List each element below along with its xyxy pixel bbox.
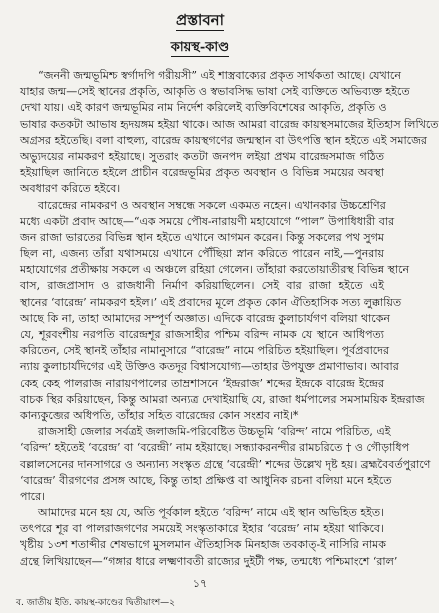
text-line: যে, শূরবংশীয় নরপতি বারেন্দ্রশূর রাজসাহীর পশ্চিম বরিন্দ নামক যে স্থানে আধিপত্য [20,328,384,341]
page-title-text: প্রস্তাবনা [176,11,224,29]
text-line: রাজসাহী জেলার সর্বত্রই জলাজমি-পরিবেষ্টিত উচ্চভূমি ‘বরিন্দ’ নামে পরিচিত, এই [38,425,391,439]
text-line: খৃষ্টীয় ১৩শ শতাব্দীর শেষভাগে মুসলমান ঐতিহাসিক মিনহাজ তবকাত্-ই নাসিরি নামক [20,538,386,552]
text-line: মধ্যে একটা প্রবাদ আছে—“এক সময়ে পৌষ-নারায়ণী মহাযোগে “পাল” উপাধিধারী বার [20,214,395,228]
text-line: যাহার জন্ম—সেই স্থানের প্রকৃতি, আকৃতি ও স্বভাবসিদ্ধ ভাষা সেই ব্যক্তিতে অভিব্যক্ত হইতে [20,85,410,99]
text-line: ভাষার কতকটা আভাষ হৃদয়ঙ্গম হইয়া থাকে। আজ আমরা বারেন্দ্র কায়স্থসমাজের ইতিহাস লিখিতে [20,117,439,131]
text-line: করিতেন, সেই স্থানই তাঁহার নামানুসারে “বারেন্দ্র” নামে পরিচিত হইয়াছিল। পূর্বপ্রবাদের [20,344,390,358]
text-line: কান্যকুব্জের অধিপতি, তাঁহার সহিত বারেন্দ্রের কোন সংশ্রব নাই।* [20,408,299,422]
text-line: অগ্রসর হইতেছি। বলা বাহুল্য, বারেন্দ্র কায়স্থগণের জন্মস্থান বা উৎপত্তি স্থান হইতে এই সমাজের [20,133,427,147]
text-line: পারে। [20,489,46,503]
paragraph-4 [20,505,398,570]
text-line: স্থানের ‘বারেন্দ্র’ নামকরণ হইল।’ এই প্রবাদের মূলে প্রকৃত কোন ঐতিহাসিক সত্য লুক্কায়িত [20,295,402,309]
text-line: ‘বরিন্দ’ হইতেই ‘বরেন্দ্র’ বা ‘বরেন্দ্রী’ নাম হইয়াছে। সন্ধ্যাকরনন্দীর রামচরিতে † ও গৌড়াধিপ [20,441,410,455]
text-line: আমাদের মনে হয় যে, অতি পূর্বকাল হইতে ‘বরিন্দ’ নামে এই স্থান অভিহিত হইত। [38,506,385,520]
section-title-text: কায়স্থ-কাণ্ড [170,40,230,55]
paragraph-1 [20,68,439,198]
section-title [0,38,400,58]
text-line: কেহ কেহ পালরাজ নারায়ণপালের তাম্রশাসনে ‘ইন্দ্ররাজ’ শব্দের ইন্দ্রকে বারেন্দ্র ইন্দ্রের [20,376,384,390]
text-line: তৎপরে শূর বা পালরাজগণের সময়েই সংস্কৃতাকারে ইহার ‘বরেন্দ্র’ নাম হইয়া থাকিবে। [20,522,384,536]
body-text [20,68,439,570]
text-line: “জননী জন্মভূমিশ্চ স্বর্গাদপি গরীয়সী” এই শাস্ত্রবাক্যের প্রকৃত সার্থকতা আছে। যেখানে [38,69,401,82]
paragraph-3 [20,424,431,505]
text-line: বল্লালসেনের দানসাগরে ও অন্যান্য সংস্কৃত গ্রন্থে ‘বরেন্দ্রী’ শব্দের উল্লেখ দৃষ্ট হয়। ব্রহ্মবৈবর্তপুরাণে [20,457,431,471]
text-line: বারেন্দ্রের নামকরণ ও অবস্থান সম্বন্ধে সকলে একমত নহেন। এখানকার উচ্চশ্রেণির [38,198,386,212]
text-line: ন্যায় কুলাচার্যদিগের এই উক্তিও কতদূর বিশ্বাসযোগ্য—তাহার উপযুক্ত প্রমাণাভাব। আবার [20,360,399,374]
text-line: জন রাজা ভারতের বিভিন্ন স্থান হইতে এখানে আগমন করেন। কিন্তু সকলের পথ সুগম [20,230,384,244]
text-line: ছিল না, এজন্য তাঁরা যথাসময়ে এখানে পৌঁছিয়া স্নান করিতে পারেন নাই,—পুনরায় [20,247,384,261]
text-line: দেখা যায়। এই কারণ জন্মভূমির নাম নির্দেশ করিলেই ব্যক্তিবিশেষের আকৃতি, প্রকৃতি ও [20,101,387,115]
text-line: আছে কি না, তাহা আমাদের সম্পূর্ণ অজ্ঞাত। এদিকে বারেন্দ্র কুলাচার্যগণ বলিয়া থাকেন [20,311,390,325]
paragraph-2 [20,198,425,425]
text-line: মহাযোগের প্রতীক্ষায় সকলে এ অঞ্চলে রহিয়া গেলেন। তাঁহারা করতোয়াতীরস্থ বিভিন্ন স্থানে [20,263,410,277]
page-number: ১৭ [192,577,208,590]
text-line: বাচক স্থির করিয়াছেন, কিন্তু আমরা অন্যত্র দেখাইয়াছি যে, রাজা ধর্মপালের সমসাময়িক ইন্দ্ররাজ [20,392,425,406]
text-line: ‘বারেন্দ্র’ বীরগণের প্রসঙ্গ আছে, কিন্তু তাহা প্রক্ষিপ্ত বা আধুনিক রচনা বলিয়া মনে হইতে [20,473,392,487]
text-line: অভ্যুদয়ের নামকরণ হইয়াছে। সুতরাং কতটা জনপদ লইয়া প্রথম বারেন্দ্রসমাজ গঠিত [20,149,384,163]
text-line: হইয়াছিল জানিতে হইলে প্রাচীন বরেন্দ্রভূমির প্রকৃত অবস্থান ও বিভিন্ন সময়ের অবস্থা [20,166,384,180]
text-line: গ্রন্থে লিখিয়াছেন—“গঙ্গার ধারে লক্ষ্মণাবতী রাজ্যের দুইটী পক্ষ, তন্মধ্যে পশ্চিমাংশে ‘রাল’ [20,554,398,568]
page-title [0,9,400,31]
text-line: অবধারণ করিতে হইবে। [20,182,121,196]
page-footer-signature: ব. জাতীয় ইতি. কায়স্থ-কাণ্ডের দ্বিতীয়াংশ—২ [16,598,175,608]
text-line: বাস, রাজপ্রাসাদ ও রাজধানী নির্মাণ করিয়াছিলেন। সেই বার রাজা হইতে এই [20,279,384,293]
